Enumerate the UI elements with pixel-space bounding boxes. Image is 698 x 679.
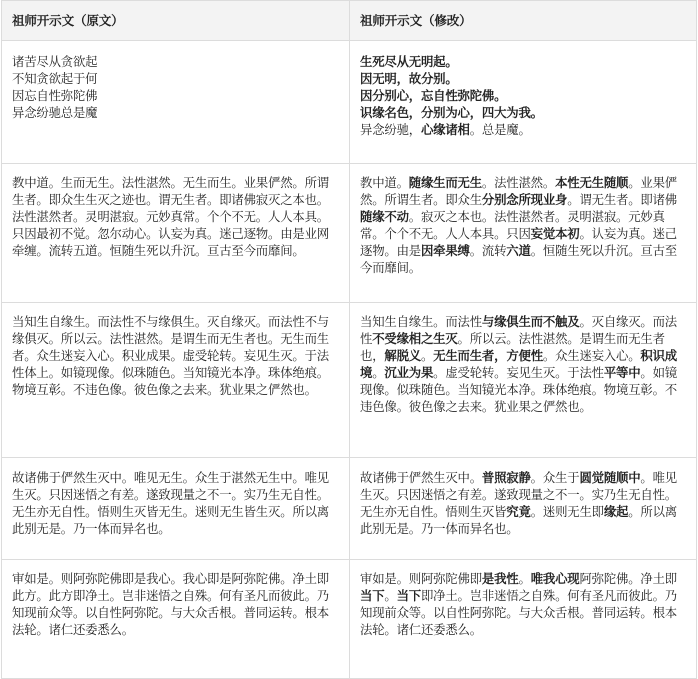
original-text: 诸苦尽从贪欲起 不知贪欲起于何 因忘自性弥陀佛 异念纷驰总是魔 (12, 54, 98, 120)
modified-segment: 审如是。则阿弥陀佛即 (360, 571, 482, 586)
header-original: 祖师开示文（原文） (2, 1, 349, 40)
table-row (2, 559, 696, 678)
modified-segment: 。法性湛然。 (481, 175, 556, 190)
modified-segment: 。众生迷妄入心。 (542, 348, 641, 363)
modified-segment: 。众生于 (530, 470, 580, 485)
modified-segment: 。所以离此别无是。乃一体而异名也。 (360, 504, 677, 536)
modified-segment-bold: 因分别心，忘自性弥陀佛。 (360, 88, 507, 103)
modified-segment: 异念纷驰， (360, 122, 421, 137)
modified-segment: 。业果俨然。所谓生者。即众生 (360, 175, 677, 207)
modified-segment-bold: 随缘不动 (360, 209, 409, 224)
modified-segment: 。总是魔。 (469, 122, 531, 137)
modified-segment: 。流转 (469, 243, 507, 258)
modified-segment: 。如镜现像。似珠随色。当知镜光本净。珠体绝痕。物境互彰。不违色像。彼色像之去来。犹业果之俨然也。 (360, 365, 677, 414)
modified-segment-bold: 究竟 (506, 504, 531, 519)
modified-segment-bold: 唯我心现 (530, 571, 580, 586)
modified-segment-bold: 随缘生而无生 (408, 175, 482, 190)
modified-segment: 。 (372, 365, 385, 380)
table-header-row (2, 1, 696, 40)
modified-segment-bold: 因无明，故分别。 (360, 71, 458, 86)
modified-segment: 阿弥陀佛。净土即 (579, 571, 677, 586)
modified-segment: 。迷则无生即 (530, 504, 604, 519)
original-text: 教中道。生而无生。法性湛然。无生而生。业果俨然。所谓生者。即众生生灭之迹也。谓无生者。即诸佛寂灭之本也。法性湛然者。灵明湛寂。元妙真常。个个不无。人人本具。只因最初不觉。忽尔动心。认妄为真。迷己逐物。由是业网牵缠。流转五道。恒随生死以升沉。亘古至今而靡间。 (12, 175, 329, 258)
modified-segment-bold: 分别念所现业身 (481, 192, 568, 207)
modified-segment: 。所以云。法性湛然。是谓生而无生者也， (360, 331, 665, 363)
modified-segment: 即净土。岂非迷悟之自殊。何有圣凡而彼此。乃知现前众等。以自性阿弥陀。与大众舌根。普同运转。根本法轮。诸仁还委悉么。 (360, 588, 677, 637)
modified-segment: 。 (518, 571, 531, 586)
header-modified: 祖师开示文（修改） (349, 1, 696, 40)
modified-segment-bold: 是我性 (481, 571, 519, 586)
table-row (2, 40, 696, 163)
modified-segment: 。 (420, 348, 434, 363)
modified-segment: 。灭自缘灭。而法性 (360, 314, 677, 346)
modified-segment-bold: 妄觉本初 (530, 226, 580, 241)
modified-segment-bold: 生死尽从无明起。 (360, 54, 458, 69)
modified-text (349, 164, 696, 302)
modified-segment-bold: 本性无生随顺 (555, 175, 629, 190)
modified-segment: 。唯见生灭。只因迷悟之有差。遂致现量之不一。实乃生无自性。无生亦无自性。悟则生灭皆 (360, 470, 677, 519)
modified-segment-bold: 因牵果缚 (420, 243, 470, 258)
modified-segment: 。认妄为真。迷己逐物。由是 (360, 226, 677, 258)
comparison-table (1, 0, 697, 679)
modified-segment-bold: 沉业为果 (384, 365, 434, 380)
modified-segment: 。 (384, 588, 397, 603)
modified-segment: 故诸佛于俨然生灭中。 (360, 470, 482, 485)
table-row (2, 457, 696, 559)
modified-segment-bold: 与缘俱生而不触及 (481, 314, 580, 329)
modified-text (349, 560, 696, 678)
original-text: 当知生自缘生。而法性不与缘俱生。灭自缘灭。而法性不与缘俱灭。所以云。法性湛然。是谓生而无生者也。无生而生者。众生迷妄入心。积业成果。虚受轮转。妄见生灭。于法性体上。如镜现像。似珠随色。当知镜光本净。珠体绝痕。物境互彰。不违色像。彼色像之去来。犹业果之俨然也。 (12, 314, 329, 397)
modified-segment-bold: 无生而生者，方便性 (433, 348, 543, 363)
modified-segment: 。谓无生者。即诸佛 (567, 192, 677, 207)
modified-text (349, 458, 696, 559)
modified-segment-bold: 心缘诸相 (420, 122, 470, 137)
modified-segment-bold: 六道 (506, 243, 531, 258)
table-row (2, 163, 696, 302)
modified-segment-bold: 积识成境 (360, 348, 677, 380)
original-text: 审如是。则阿弥陀佛即是我心。我心即是阿弥陀佛。净土即此方。此方即净土。岂非迷悟之自殊。何有圣凡而彼此。乃知现前众等。以自性阿弥陀。与大众舌根。普同运转。根本法轮。诸仁还委悉么。 (12, 571, 329, 637)
modified-segment-bold: 不受缘相之生灭 (372, 331, 458, 346)
modified-segment-bold: 识缘名色，分别为心，四大为我。 (360, 105, 543, 120)
modified-segment-bold: 解脱义 (384, 348, 421, 363)
table-row (2, 302, 696, 457)
modified-segment: 当知生自缘生。而法性 (360, 314, 482, 329)
modified-segment: 教中道。 (360, 175, 409, 190)
modified-segment: 。恒随生死以升沉。亘古至今而靡间。 (360, 243, 677, 275)
modified-segment-bold: 当下 (360, 588, 385, 603)
modified-segment-bold: 缘起 (603, 504, 629, 519)
modified-segment: 。寂灭之本也。法性湛然者。灵明湛寂。元妙真常。个个不无。人人本具。只因 (360, 209, 665, 241)
modified-segment: 。虚受轮转。妄见生灭。于法性 (433, 365, 604, 380)
modified-text (349, 303, 696, 457)
modified-segment-bold: 平等中 (603, 365, 641, 380)
original-text: 故诸佛于俨然生灭中。唯见无生。众生于湛然无生中。唯见生灭。只因迷悟之有差。遂致现量之不一。实乃生无自性。无生亦无自性。悟则生灭皆无生。迷则无生皆生灭。所以离此别无是。乃一体而异名也。 (12, 470, 329, 536)
modified-segment-bold: 普照寂静 (481, 470, 531, 485)
modified-segment-bold: 圆觉随顺中 (579, 470, 641, 485)
modified-segment-bold: 当下 (396, 588, 421, 603)
modified-text (349, 41, 696, 163)
